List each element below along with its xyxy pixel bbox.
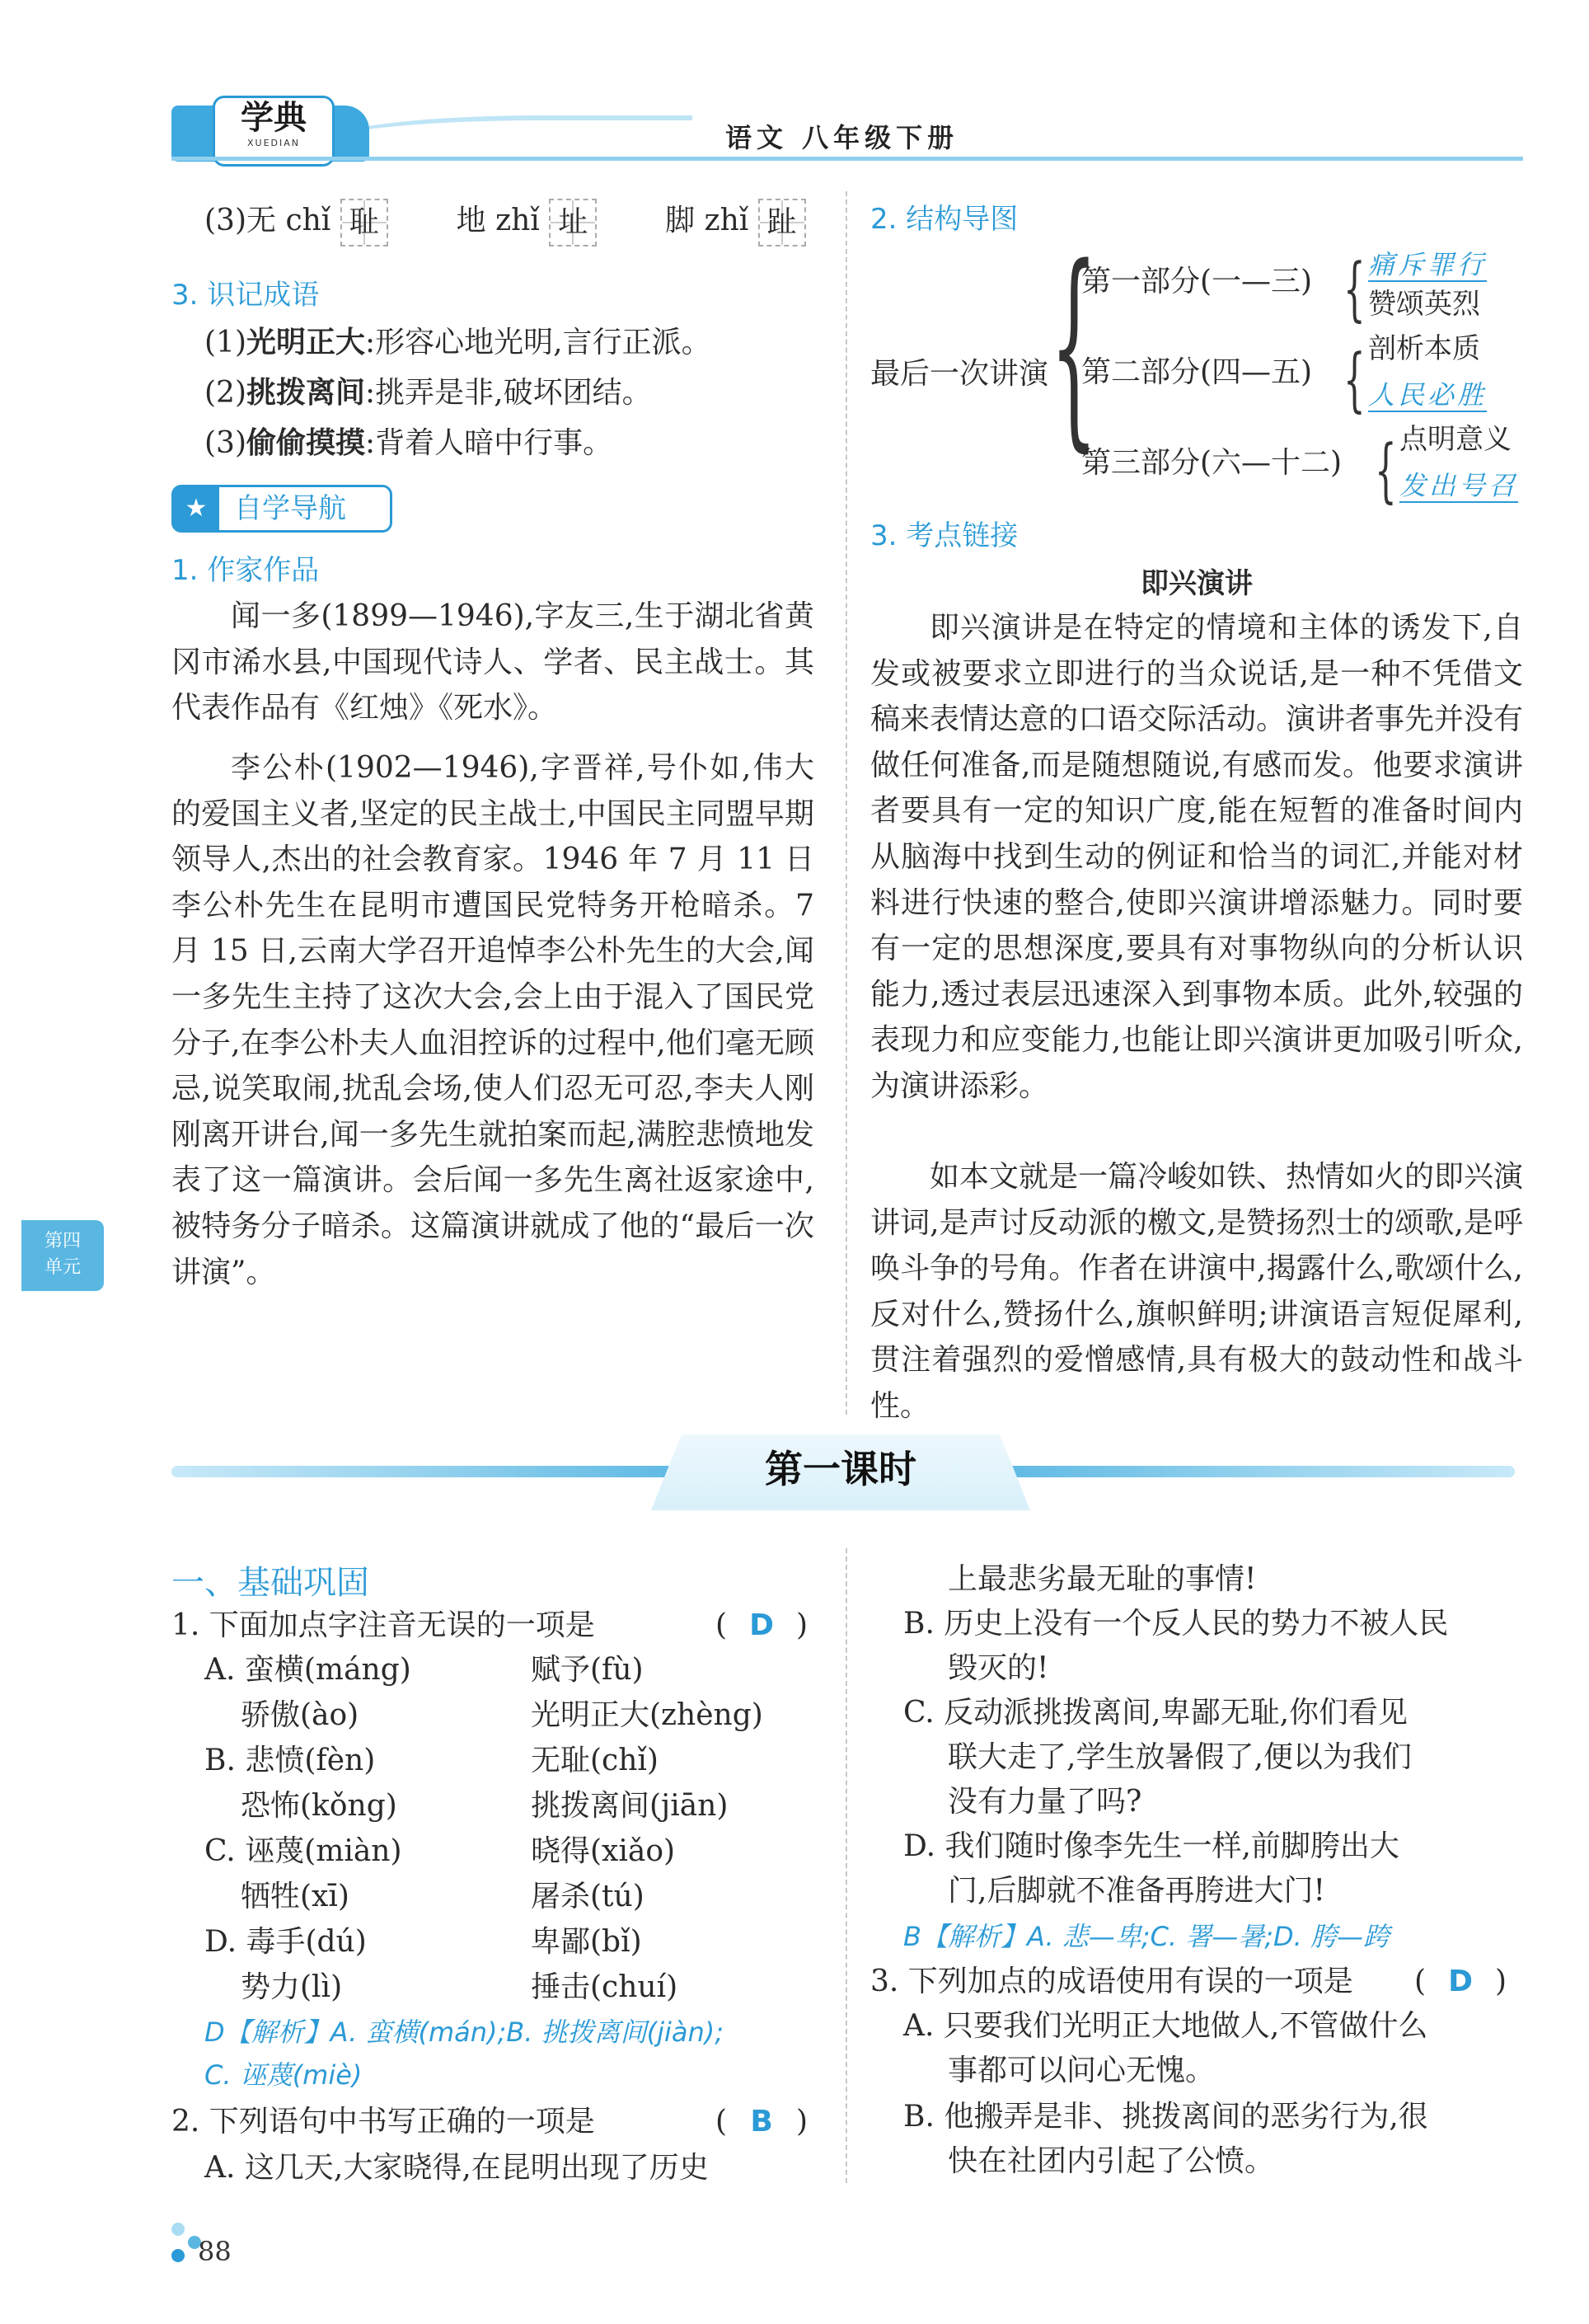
option-row: [204, 1965, 831, 2010]
option-line: D. 我们随时像李先生一样,前脚胯出大: [903, 1829, 1399, 1863]
idiom-def: :背着人暗中行事。: [365, 426, 613, 460]
structure-leaf: 痛斥罪行: [1368, 249, 1488, 280]
stem-text: 1. 下面加点字注音无误的一项是: [171, 1608, 595, 1642]
idiom-num: (2): [204, 376, 246, 410]
option-line: A. 只要我们光明正大地做人,不管做什么: [903, 2009, 1428, 2043]
idioms-heading: 3. 识记成语: [171, 279, 320, 312]
links-title: 即兴演讲: [1141, 567, 1253, 600]
part-brace: {: [1375, 430, 1397, 510]
structure-leaf: 剖析本质: [1368, 332, 1480, 365]
links-paragraph: 即兴演讲是在特定的情境和主体的诱发下,自发或被要求立即进行的当众说话,是一种不凭借文稿来表情达意的口语交际活动。演讲者事先并没有做任何准备,而是随想随说,有感而发。他要求演讲者要具有一定的知识广度,能在短暂的准备时间内从脑海中找到生动的例证和恰当的词汇,并能对材料进行快速的整合,使即兴演讲增添魅力。同时要有一定的思想深度,要具有对事物纵向的分析认识能力,透过表层迅速深入到事物本质。此外,较强的表现力和应变能力,也能让即兴演讲更加吸引听众,为演讲添彩。: [870, 611, 1524, 1103]
option-line: 事都可以问心无愧。: [948, 2054, 1216, 2087]
idiom-word: 偷偷摸摸: [246, 426, 366, 460]
option-line: 门,后脚就不准备再胯进大门!: [948, 1874, 1325, 1908]
structure-part: 第一部分(一—三): [1081, 265, 1313, 298]
option-cell: 无耻(chǐ): [531, 1744, 659, 1777]
banner-bar-left: [171, 1466, 707, 1477]
header-rule: [171, 157, 1523, 161]
analysis-text: B【解析】A. 悲—卑;C. 署—暑;D. 胯—跨: [903, 1921, 1390, 1952]
column-divider: [846, 191, 847, 1415]
idiom-word: 光明正大: [246, 326, 366, 359]
author-paragraph: 李公朴(1902—1946),字晋祥,号仆如,伟大的爱国主义者,坚定的民主战士,中国民主同盟早期领导人,杰出的社会教育家。1946 年 7 月 11 日李公朴先生在昆明市遭国民党特务开枪暗杀。7 月 15 日,云南大学召开追悼李公朴先生的大会,闻一多先生主持了这次大会,会上由于混入了国民党分子,在李公朴夫人血泪控诉的过程中,他们毫无顾忌,说笑取闹,扰乱会场,使人们忍无可忍,李夫人刚刚离开讲台,闻一多先生就拍案而起,满腔悲愤地发表了这一篇演讲。会后闻一多先生离社返家途中,被特务分子暗杀。这篇演讲就成了他的“最后一次讲演”。: [171, 751, 814, 1289]
option-line: A. 这几天,大家晓得,在昆明出现了历史: [204, 2151, 709, 2185]
structure-part: 第三部分(六—十二): [1081, 446, 1343, 480]
part-brace: {: [1343, 248, 1366, 329]
option-line: C. 反动派挑拨离间,卑鄙无耻,你们看见: [903, 1696, 1409, 1730]
question-stem: [171, 1603, 823, 1648]
analysis-text: C. 诬蔑(miè): [204, 2059, 363, 2091]
answer: D: [749, 1608, 774, 1642]
option-line: 快在社团内引起了公愤。: [948, 2144, 1275, 2178]
structure-diagram: [870, 222, 1530, 510]
option-cell: 捶击(chuí): [531, 1970, 678, 2004]
option-cell: 挑拨离间(jiān): [531, 1789, 729, 1823]
unit-tab-line1: 第四: [44, 1231, 81, 1251]
unit-side-tab: [21, 1220, 104, 1291]
idiom-word: 挑拨离间: [246, 376, 366, 410]
unit-tab-line2: 单元: [44, 1257, 81, 1278]
option-cell: 牺牲(xī): [241, 1880, 349, 1913]
root-brace: {: [1050, 222, 1098, 471]
option-row: [204, 1874, 831, 1919]
section-heading: 一、基础巩固: [171, 1564, 369, 1602]
item-mid: 脚 zhǐ: [665, 204, 749, 237]
part-brace: {: [1343, 339, 1366, 420]
structure-heading: 2. 结构导图: [870, 203, 1019, 236]
answer: B: [750, 2105, 773, 2139]
telescope-icon: ★: [173, 486, 219, 531]
answer-bracket: ( B ): [715, 2099, 808, 2144]
idiom-num: (1): [204, 326, 246, 359]
author-paragraph: 闻一多(1899—1946),字友三,生于湖北省黄冈市浠水县,中国现代诗人、学者、民主战士。其代表作品有《红烛》《死水》。: [171, 599, 814, 725]
option-line: B. 他搬弄是非、挑拨离间的恶劣行为,很: [903, 2100, 1428, 2134]
option-cell: C. 诬蔑(miàn): [204, 1834, 402, 1868]
option-line: B. 历史上没有一个反人民的势力不被人民: [903, 1607, 1449, 1641]
subject-title: 语文 八年级下册: [725, 122, 959, 153]
option-cell: 屠杀(tú): [531, 1880, 645, 1913]
analysis-text: D【解析】A. 蛮横(mán);B. 挑拨离间(jiàn);: [204, 2016, 724, 2048]
idiom-item: [204, 420, 612, 466]
option-cell: 晓得(xiǎo): [531, 1834, 676, 1868]
option-cell: 卑鄙(bǐ): [531, 1925, 642, 1959]
option-line: 没有力量了吗?: [948, 1785, 1142, 1819]
option-line: 联大走了,学生放暑假了,便以为我们: [948, 1740, 1412, 1774]
char-box: 址: [549, 199, 597, 246]
radical-item: [204, 198, 806, 246]
option-cell: 骄傲(ào): [241, 1698, 359, 1732]
structure-leaf: 发出号召: [1399, 470, 1519, 501]
idiom-def: :形容心地光明,言行正派。: [365, 326, 711, 359]
option-row: [204, 1829, 831, 1874]
structure-leaf: 赞颂英烈: [1368, 288, 1480, 321]
option-cell: D. 毒手(dú): [204, 1925, 367, 1959]
options-grid: [204, 1647, 831, 2010]
footer-dot: [171, 2223, 185, 2236]
structure-root: 最后一次讲演: [870, 357, 1049, 391]
option-cell: B. 悲愤(fèn): [204, 1744, 376, 1777]
item-mid: 地 zhǐ: [456, 204, 540, 237]
stem-text: 2. 下列语句中书写正确的一项是: [171, 2105, 595, 2139]
idiom-item: [204, 320, 711, 365]
author-heading: 1. 作家作品: [171, 554, 320, 587]
option-cell: 赋予(fù): [531, 1653, 644, 1687]
lesson-title: 第一课时: [765, 1447, 916, 1491]
structure-leaf: 点明意义: [1399, 423, 1512, 456]
option-row: [204, 1693, 831, 1738]
column-divider: [846, 1548, 847, 2183]
option-cell: 恐怖(kǒng): [241, 1789, 397, 1823]
option-row: [204, 1647, 831, 1693]
idiom-num: (3): [204, 426, 246, 460]
option-row: [204, 1783, 831, 1829]
self-study-label: 自学导航: [234, 492, 346, 525]
option-row: [204, 1738, 831, 1783]
option-cell: 光明正大(zhèng): [531, 1698, 763, 1732]
stem-text: 3. 下列加点的成语使用有误的一项是: [870, 1965, 1353, 1998]
item-prefix: (3)无 chǐ: [204, 204, 331, 237]
page-number: 88: [198, 2236, 232, 2267]
option-cell: 势力(lì): [241, 1970, 343, 2004]
char-box: 趾: [758, 199, 806, 246]
option-cell: A. 蛮横(máng): [204, 1653, 411, 1687]
option-line: 毁灭的!: [948, 1651, 1049, 1685]
banner-bar-right: [971, 1466, 1515, 1477]
question-stem: [870, 1959, 1521, 2004]
logo-text: 学典: [241, 98, 307, 137]
logo-subtext: XUEDIAN: [246, 138, 300, 148]
answer-bracket: ( D ): [715, 1603, 808, 1648]
answer-bracket: ( D ): [1414, 1959, 1507, 2004]
structure-part: 第二部分(四—五): [1081, 355, 1313, 389]
idiom-item: [204, 370, 652, 416]
footer-dot: [171, 2249, 185, 2262]
structure-leaf: 人民必胜: [1368, 379, 1488, 411]
option-row: [204, 1919, 831, 1965]
answer: D: [1448, 1965, 1473, 1998]
char-box: 耻: [340, 199, 388, 246]
links-heading: 3. 考点链接: [870, 519, 1019, 552]
option-line: 上最悲劣最无耻的事情!: [948, 1562, 1257, 1596]
question-stem: [171, 2099, 823, 2144]
idiom-def: :挑弄是非,破坏团结。: [365, 376, 652, 410]
links-paragraph: 如本文就是一篇冷峻如铁、热情如火的即兴演讲词,是声讨反动派的檄文,是赞扬烈士的颂歌,是呼唤斗争的号角。作者在讲演中,揭露什么,歌颂什么,反对什么,赞扬什么,旗帜鲜明;讲演语言短促犀利,贯注着强烈的爱憎感情,具有极大的鼓动性和战斗性。: [870, 1160, 1524, 1423]
